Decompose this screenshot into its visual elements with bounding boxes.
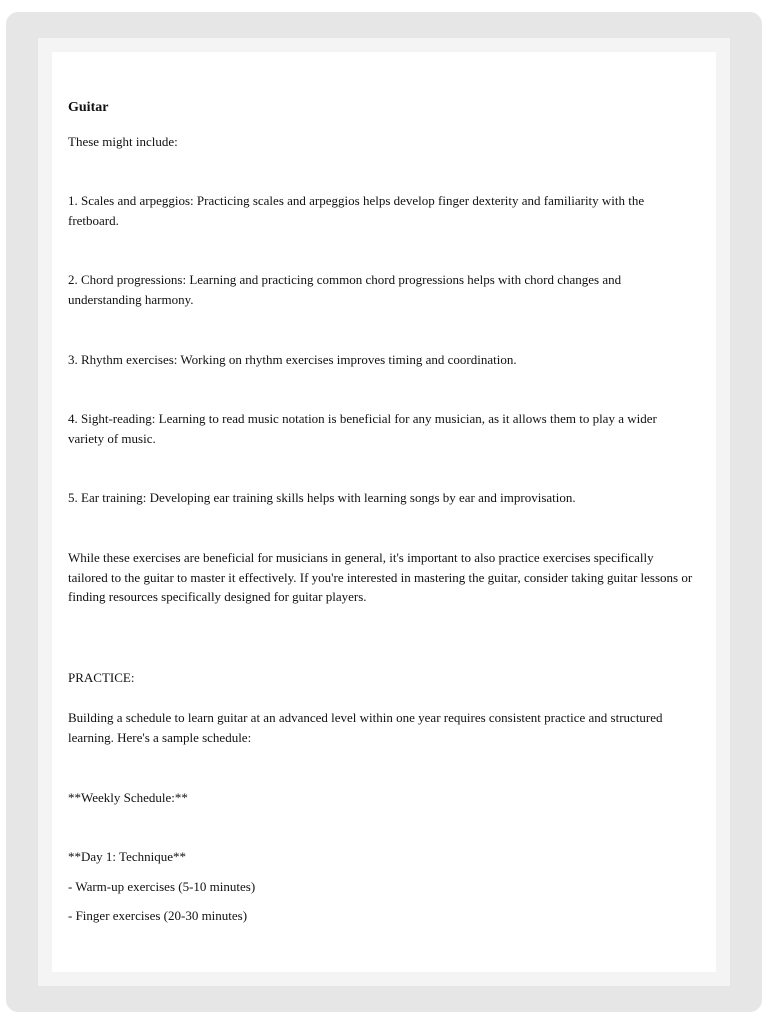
- summary-paragraph: While these exercises are beneficial for musicians in general, it's important to also practice exercises specifically tailored to the guitar to master it effectively. If you're interested in mastering the guitar, consider taking guitar lessons or finding resources specifically designed for guitar players.: [68, 549, 693, 605]
- list-item: 4. Sight-reading: Learning to read music notation is beneficial for any musician, as it allows them to play a wider variety of music.: [68, 411, 657, 446]
- day1-item: - Warm-up exercises (5-10 minutes): [68, 878, 256, 894]
- document-title: Guitar: [68, 100, 109, 115]
- page-mat: [38, 38, 730, 986]
- weekly-schedule-heading: **Weekly Schedule:**: [68, 789, 188, 805]
- list-item: 1. Scales and arpeggios: Practicing scales and arpeggios helps develop finger dexterity and familiarity with the fretboard.: [68, 193, 645, 228]
- practice-heading: PRACTICE:: [68, 669, 135, 685]
- list-item: 2. Chord progressions: Learning and practicing common chord progressions helps with chord changes and understanding harmony.: [68, 272, 622, 307]
- list-item: 3. Rhythm exercises: Working on rhythm exercises improves timing and coordination.: [68, 351, 517, 367]
- day1-heading: **Day 1: Technique**: [68, 849, 186, 865]
- intro-text: These might include:: [68, 133, 178, 149]
- list-item: 5. Ear training: Developing ear training skills helps with learning songs by ear and improvisation.: [68, 490, 576, 506]
- viewer-frame: [6, 12, 762, 1012]
- practice-intro: Building a schedule to learn guitar at an advanced level within one year requires consistent practice and structured learning. Here's a sample schedule:: [68, 710, 663, 745]
- document-page: [52, 52, 716, 972]
- day1-item: - Finger exercises (20-30 minutes): [68, 908, 248, 924]
- document-content: [68, 98, 694, 926]
